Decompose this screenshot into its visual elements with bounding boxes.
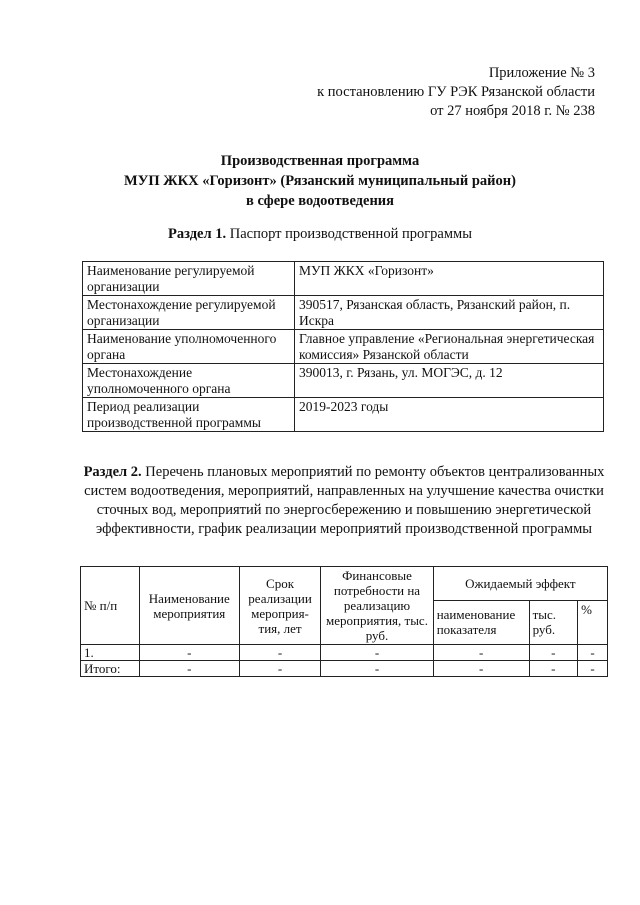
table-row xyxy=(83,330,604,364)
cell-finance: - xyxy=(321,661,433,677)
cell-num: Итого: xyxy=(81,661,140,677)
header-num: № п/п xyxy=(81,567,140,645)
passport-field-name: Местонахождение регулируемой организации xyxy=(83,296,295,330)
cell-name: - xyxy=(139,645,239,661)
passport-field-name: Наименование регулируемой организации xyxy=(83,262,295,296)
section-1-heading xyxy=(0,225,640,244)
passport-field-value: 2019-2023 годы xyxy=(295,398,604,432)
cell-name: - xyxy=(139,661,239,677)
passport-field-value: 390517, Рязанская область, Рязанский район, п. Искра xyxy=(295,296,604,330)
cell-num: 1. xyxy=(81,645,140,661)
section-2-text: Перечень плановых мероприятий по ремонту объектов централизованных систем водоотведения, мероприятий, направленных на улучшение качества очистки сточных вод, мероприятий по энергосбережению и повышению энергетической эффективности, график реализации мероприятий производственной программы xyxy=(84,464,605,537)
cell-indicator: - xyxy=(433,661,529,677)
header-name: Наименование мероприятия xyxy=(139,567,239,645)
program-title-line-3: в сфере водоотведения xyxy=(245,193,395,209)
passport-field-name: Местонахождение уполномоченного органа xyxy=(83,364,295,398)
passport-table xyxy=(82,261,604,432)
appendix-number: Приложение № 3 xyxy=(488,65,595,81)
cell-term: - xyxy=(239,661,320,677)
cell-term: - xyxy=(239,645,320,661)
program-title-line-1: Производственная программа xyxy=(220,153,420,169)
table-row xyxy=(83,364,604,398)
table-row xyxy=(83,398,604,432)
appendix-date: от 27 ноября 2018 г. № 238 xyxy=(430,103,595,119)
passport-field-value: МУП ЖКХ «Горизонт» xyxy=(295,262,604,296)
section-1-text: Паспорт производственной программы xyxy=(226,226,472,242)
program-title xyxy=(0,151,640,211)
section-2-label: Раздел 2. xyxy=(83,464,142,480)
table-row xyxy=(81,645,608,661)
cell-finance: - xyxy=(321,645,433,661)
table-header-row xyxy=(81,567,608,601)
header-term: Срок реализации мероприя-тия, лет xyxy=(239,567,320,645)
cell-indicator: - xyxy=(433,645,529,661)
passport-field-name: Наименование уполномоченного органа xyxy=(83,330,295,364)
passport-field-value: Главное управление «Региональная энергетическая комиссия» Рязанской области xyxy=(295,330,604,364)
passport-field-value: 390013, г. Рязань, ул. МОГЭС, д. 12 xyxy=(295,364,604,398)
header-indicator: наименование показателя xyxy=(433,600,529,644)
header-finance: Финансовые потребности на реализацию мероприятия, тыс. руб. xyxy=(321,567,433,645)
section-1-label: Раздел 1. xyxy=(168,226,227,242)
header-thousand: тыс. руб. xyxy=(529,600,577,644)
header-effect: Ожидаемый эффект xyxy=(433,567,607,601)
header-percent: % xyxy=(578,600,608,644)
cell-percent: - xyxy=(578,645,608,661)
table-row xyxy=(81,661,608,677)
table-row xyxy=(83,262,604,296)
cell-thousand: - xyxy=(529,661,577,677)
cell-thousand: - xyxy=(529,645,577,661)
measures-table xyxy=(80,566,608,677)
program-title-line-2: МУП ЖКХ «Горизонт» (Рязанский муниципальный район) xyxy=(124,173,516,189)
table-row xyxy=(83,296,604,330)
appendix-reference: к постановлению ГУ РЭК Рязанской области xyxy=(317,84,595,100)
cell-percent: - xyxy=(578,661,608,677)
appendix-header xyxy=(317,64,595,121)
section-2-heading xyxy=(80,463,608,539)
passport-field-name: Период реализации производственной программы xyxy=(83,398,295,432)
